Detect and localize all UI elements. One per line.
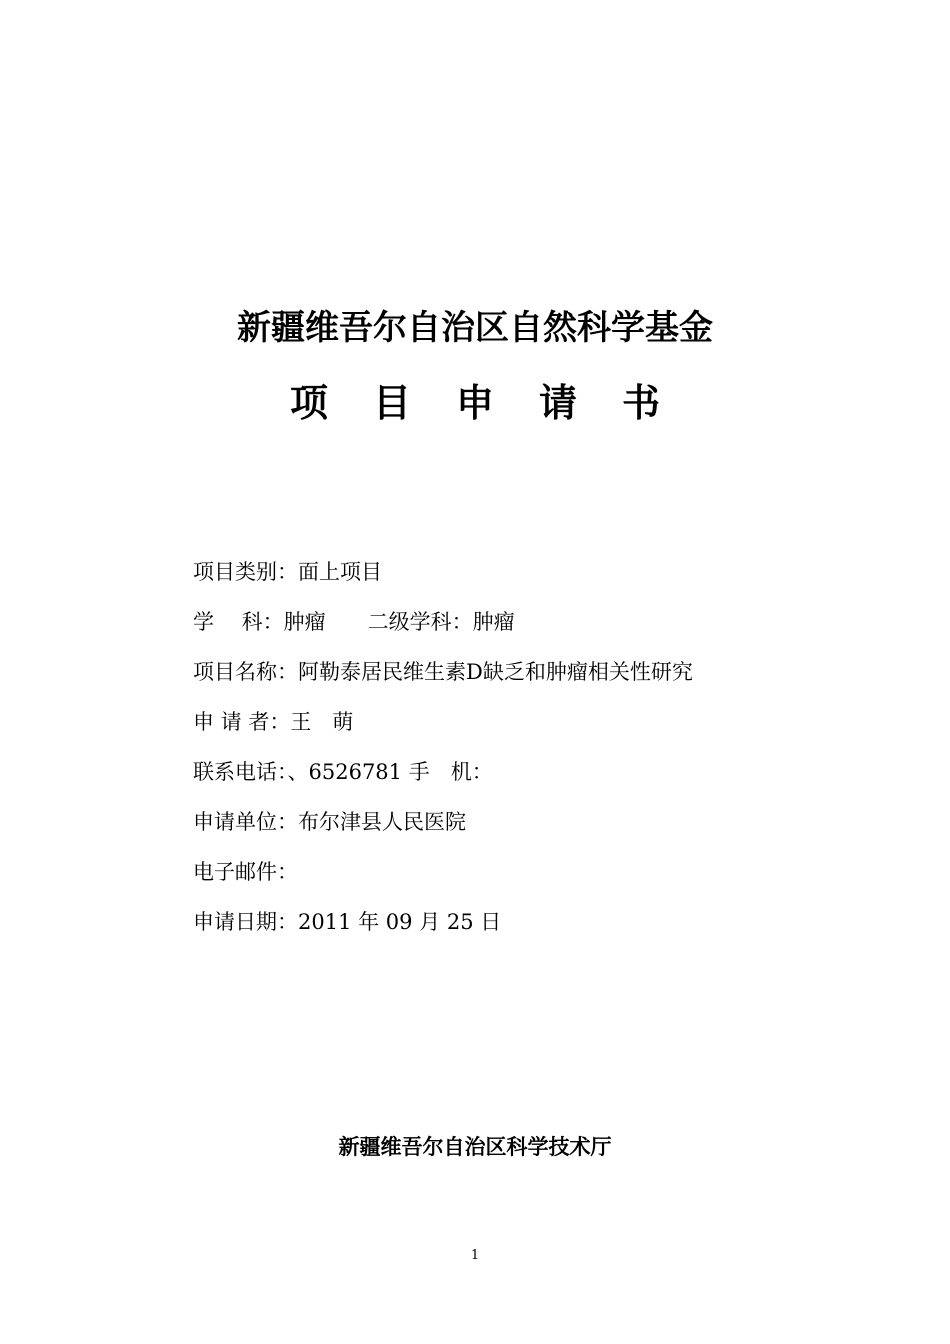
field-project-name: 项目名称：阿勒泰居民维生素D缺乏和肿瘤相关性研究: [193, 660, 693, 684]
document-subtitle: 项目申请书: [289, 381, 705, 425]
document-title: 新疆维吾尔自治区自然科学基金: [237, 308, 713, 348]
field-discipline: 学 科：肿瘤 二级学科：肿瘤: [193, 610, 515, 634]
field-application-date: 申请日期：2011 年 09 月 25 日: [193, 910, 502, 934]
field-applicant: 申 请 者：王 萌: [193, 710, 354, 734]
application-fields: [193, 556, 893, 956]
field-project-category: 项目类别：面上项目: [193, 560, 382, 584]
page-number: 1: [470, 1248, 480, 1263]
issuing-organization: 新疆维吾尔自治区科学技术厅: [338, 1135, 612, 1159]
field-email: 电子邮件：: [193, 860, 298, 884]
field-organization: 申请单位：布尔津县人民医院: [193, 810, 466, 834]
field-phone: 联系电话：、6526781 手 机：: [193, 760, 493, 784]
